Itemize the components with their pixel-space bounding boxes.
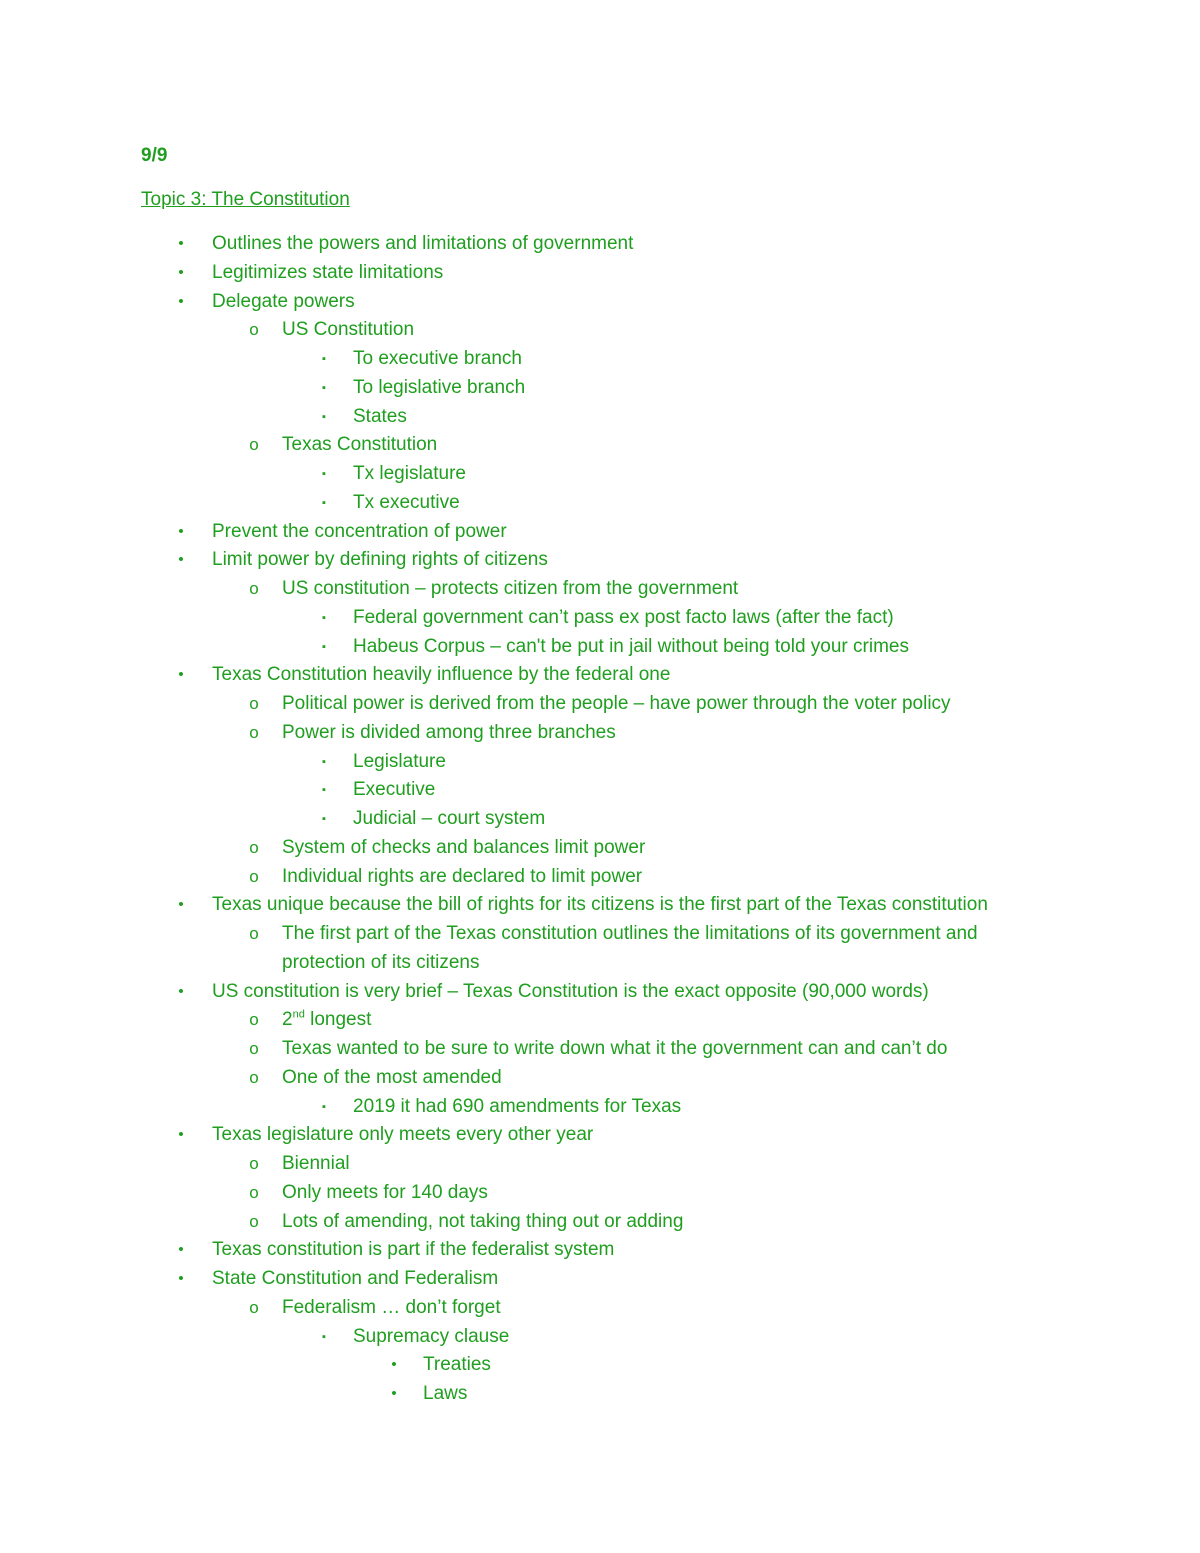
outline-item-text [212, 1121, 593, 1149]
outline-text-tail: longest [304, 1009, 372, 1031]
outline-item-text [212, 288, 355, 316]
outline-item-text [282, 690, 951, 718]
outline-item-text [353, 805, 545, 833]
outline-text: One of the most amended [282, 1066, 502, 1088]
outline-text: Limit power by defining rights of citizens [212, 549, 548, 571]
bullet-circle-icon: o [249, 1154, 259, 1173]
outline-item-text [353, 403, 407, 431]
bullet-circle-icon: o [249, 837, 259, 857]
bullet-square-icon: ▪ [322, 468, 326, 480]
outline-text: Judicial – court system [353, 808, 546, 829]
outline-text: States [353, 405, 407, 427]
outline-item-text [282, 1294, 501, 1322]
outline-text: Tx executive [353, 491, 460, 513]
bullet-square-icon: ▪ [322, 784, 326, 797]
bullet-circle-icon: o [249, 1211, 259, 1231]
ordinal-suffix: nd [292, 1008, 305, 1021]
outline-item-text [353, 604, 894, 632]
outline-item-text [282, 316, 414, 344]
outline-item-text [282, 863, 642, 891]
outline-item-text [282, 719, 616, 747]
bullet-circle-icon: o [249, 579, 259, 598]
bullet-dot-icon: • [178, 1270, 184, 1287]
bullet-circle-icon: o [249, 722, 259, 742]
outline-text: Texas unique because the bill of rights for its citizens is the first part of the Texas constitution [212, 894, 988, 916]
outline-text: 2 [282, 1009, 293, 1031]
outline-text: State Constitution and Federalism [212, 1268, 499, 1289]
outline-item-text [212, 891, 988, 919]
bullet-dot-icon: • [178, 666, 184, 684]
bullet-circle-icon: o [249, 435, 259, 455]
outline-text: Texas legislature only meets every other year [212, 1124, 594, 1146]
outline-text: Legislature [353, 750, 446, 772]
bullet-dot-icon: • [178, 235, 184, 252]
bullet-square-icon: ▪ [322, 381, 326, 394]
bullet-circle-icon: o [249, 924, 259, 943]
outline-item-text [353, 374, 525, 402]
bullet-dot-icon: • [391, 1385, 397, 1402]
outline-item-text [353, 345, 522, 373]
outline-item-text [282, 575, 738, 603]
bullet-square-icon: ▪ [322, 1330, 326, 1343]
bullet-dot-icon: • [178, 551, 184, 569]
outline-text: US Constitution [282, 319, 415, 341]
outline-item-text [353, 776, 435, 804]
outline-text: Texas Constitution heavily influence by the federal one [212, 664, 671, 686]
bullet-square-icon: ▪ [322, 1100, 326, 1113]
outline-item-text [282, 834, 645, 862]
bullet-circle-icon: o [249, 320, 259, 340]
outline-item-text [212, 1265, 498, 1293]
topic-heading: Topic 3: The Constitution [141, 189, 350, 210]
outline-item-text [212, 518, 507, 546]
outline-item-text [212, 230, 633, 258]
outline-item-text [353, 748, 446, 776]
outline-text: US constitution is very brief – Texas Constitution is the exact opposite (90,000 words) [212, 980, 929, 1002]
outline-text: Legitimizes state limitations [212, 261, 444, 283]
bullet-dot-icon: • [178, 982, 184, 1000]
outline-item-text [212, 978, 929, 1006]
outline-item-text [353, 1093, 681, 1121]
outline-text: Lots of amending, not taking thing out or adding [282, 1210, 684, 1232]
outline-item-text [282, 1150, 350, 1178]
outline-item-text [282, 1006, 371, 1034]
outline-text: System of checks and balances limit power [282, 836, 646, 858]
bullet-circle-icon: o [249, 1010, 259, 1030]
outline-item-text [282, 920, 978, 948]
bullet-circle-icon: o [249, 694, 259, 713]
outline-text: Supremacy clause [353, 1325, 510, 1347]
outline-text: Outlines the powers and limitations of government [212, 233, 634, 254]
outline-text: Political power is derived from the people – have power through the voter policy [282, 693, 951, 714]
outline-text: 2019 it had 690 amendments for Texas [353, 1095, 682, 1117]
outline-text: Power is divided among three branches [282, 721, 616, 743]
bullet-square-icon: ▪ [322, 410, 326, 423]
outline-item-text [353, 633, 909, 661]
outline-text: Only meets for 140 days [282, 1181, 488, 1203]
outline-item-text [282, 1035, 947, 1063]
bullet-dot-icon: • [178, 292, 184, 310]
bullet-circle-icon: o [249, 866, 259, 886]
outline-item-text [282, 1179, 488, 1207]
bullet-circle-icon: o [249, 1182, 259, 1202]
outline-text: Delegate powers [212, 290, 355, 312]
outline-item-text [212, 259, 443, 287]
outline-item-text [423, 1380, 467, 1408]
outline-item-text [282, 1208, 683, 1236]
outline-text: To executive branch [353, 348, 522, 369]
outline-item-text [282, 949, 479, 977]
outline-item-text [212, 661, 670, 689]
outline-text: Laws [423, 1383, 468, 1404]
outline-text: Prevent the concentration of power [212, 520, 507, 542]
bullet-dot-icon: • [178, 1126, 184, 1144]
outline-text: US constitution – protects citizen from the government [282, 578, 739, 599]
bullet-dot-icon: • [391, 1356, 397, 1374]
outline-text: Treaties [423, 1354, 491, 1376]
outline-item-text [353, 460, 466, 488]
bullet-circle-icon: o [249, 1067, 259, 1087]
outline-item-text [423, 1351, 491, 1379]
bullet-circle-icon: o [249, 1039, 259, 1058]
bullet-dot-icon: • [178, 263, 184, 281]
outline-text: The first part of the Texas constitution outlines the limitations of its government and [282, 923, 978, 944]
outline-text: Individual rights are declared to limit power [282, 865, 643, 887]
outline-text: Executive [353, 779, 436, 801]
bullet-square-icon: ▪ [322, 353, 326, 365]
outline-text: Tx legislature [353, 463, 466, 484]
bullet-dot-icon: • [178, 896, 184, 914]
outline-text: Biennial [282, 1153, 350, 1174]
bullet-square-icon: ▪ [322, 813, 326, 825]
outline-item-text [282, 431, 437, 459]
outline-text: Texas constitution is part if the federalist system [212, 1239, 615, 1261]
outline-item-text [353, 489, 460, 517]
outline-text: protection of its citizens [282, 951, 480, 973]
outline-text: To legislative branch [353, 376, 526, 398]
bullet-square-icon: ▪ [322, 640, 326, 653]
bullet-dot-icon: • [178, 522, 184, 540]
outline-item-text [212, 546, 548, 574]
bullet-square-icon: ▪ [322, 496, 326, 509]
bullet-square-icon: ▪ [322, 755, 326, 768]
outline-text: Texas Constitution [282, 434, 438, 456]
outline-text: Federal government can’t pass ex post facto laws (after the fact) [353, 606, 894, 628]
bullet-circle-icon: o [249, 1297, 259, 1317]
note-date: 9/9 [141, 145, 168, 166]
outline-item-text [212, 1236, 614, 1264]
outline-text: Texas wanted to be sure to write down what it the government can and can’t do [282, 1038, 948, 1059]
bullet-square-icon: ▪ [322, 611, 326, 624]
outline-item-text [282, 1064, 502, 1092]
bullet-dot-icon: • [178, 1241, 184, 1259]
outline-item-text [353, 1323, 509, 1351]
outline-text: Habeus Corpus – can't be put in jail without being told your crimes [353, 635, 909, 657]
outline-text: Federalism … don’t forget [282, 1296, 501, 1318]
